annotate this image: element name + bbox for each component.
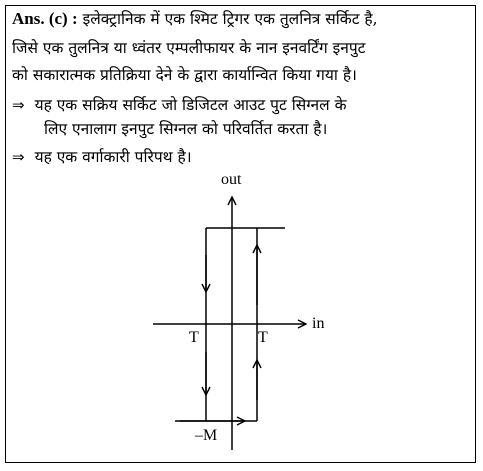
answer-line-2: जिसे एक तुलनित्र या ध्वंतर एम्पलीफायर के नान इनवर्टिंग इनपुट (12, 39, 366, 57)
point-1-text: यह एक सक्रिय सर्किट जो डिजिटल आउट पुट सिग्नल के (34, 96, 347, 114)
answer-prefix: Ans. (c) : (12, 9, 78, 28)
threshold-left-label: T (189, 329, 199, 346)
point-2-text: यह एक वर्गाकारी परिपथ है। (34, 148, 192, 166)
threshold-right-label: T (258, 329, 268, 346)
out-label: out (221, 171, 242, 188)
answer-line-3: को सकारात्मक प्रतिक्रिया देने के द्वारा कार्यान्वित किया गया है। (12, 66, 357, 84)
answer-text-1: इलेक्ट्रानिक में एक श्मिट ट्रिगर एक तुलनित्र सर्किट है, (82, 10, 378, 28)
implies-arrow-icon: ⇒ (12, 96, 25, 114)
implies-arrow-icon: ⇒ (12, 148, 25, 166)
in-label: in (312, 315, 325, 332)
point-1-continuation: लिए एनालाग इनपुट सिग्नल को परिवर्तित करता है। (44, 120, 328, 138)
minus-m-label: –M (195, 427, 218, 444)
